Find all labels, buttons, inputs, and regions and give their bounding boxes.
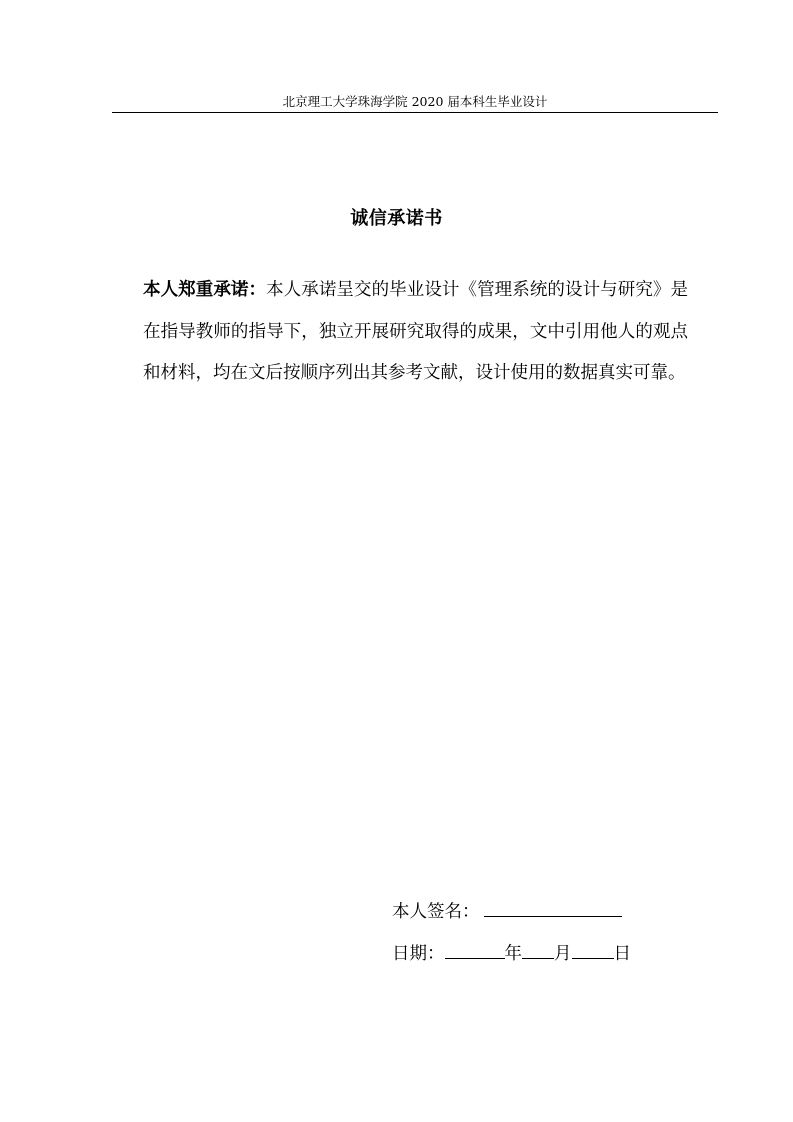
page-title: 诚信承诺书	[350, 208, 443, 229]
date-label: 日期：	[392, 944, 445, 964]
header-rule	[112, 112, 718, 113]
declaration-lead: 本人郑重承诺：	[143, 280, 267, 300]
month-blank[interactable]	[522, 940, 554, 959]
day-label: 日	[613, 944, 631, 964]
declaration-body: 本人承诺呈交的毕业设计《管理系统的设计与研究》是在指导教师的指导下，独立开展研究取得的成果，文中引用他人的观点和材料，均在文后按顺序列出其参考文献，设计使用的数据真实可靠。	[143, 280, 689, 383]
page-header: 北京理工大学珠海学院 2020 届本科生毕业设计	[282, 94, 548, 109]
signature-label: 本人签名：	[392, 902, 480, 922]
day-blank[interactable]	[572, 940, 614, 959]
month-label: 月	[554, 944, 572, 964]
year-blank[interactable]	[445, 940, 505, 959]
year-label: 年	[504, 944, 522, 964]
signature-blank[interactable]	[484, 898, 622, 917]
date-row	[392, 940, 631, 967]
declaration-paragraph	[143, 270, 688, 395]
signature-row	[392, 898, 622, 925]
